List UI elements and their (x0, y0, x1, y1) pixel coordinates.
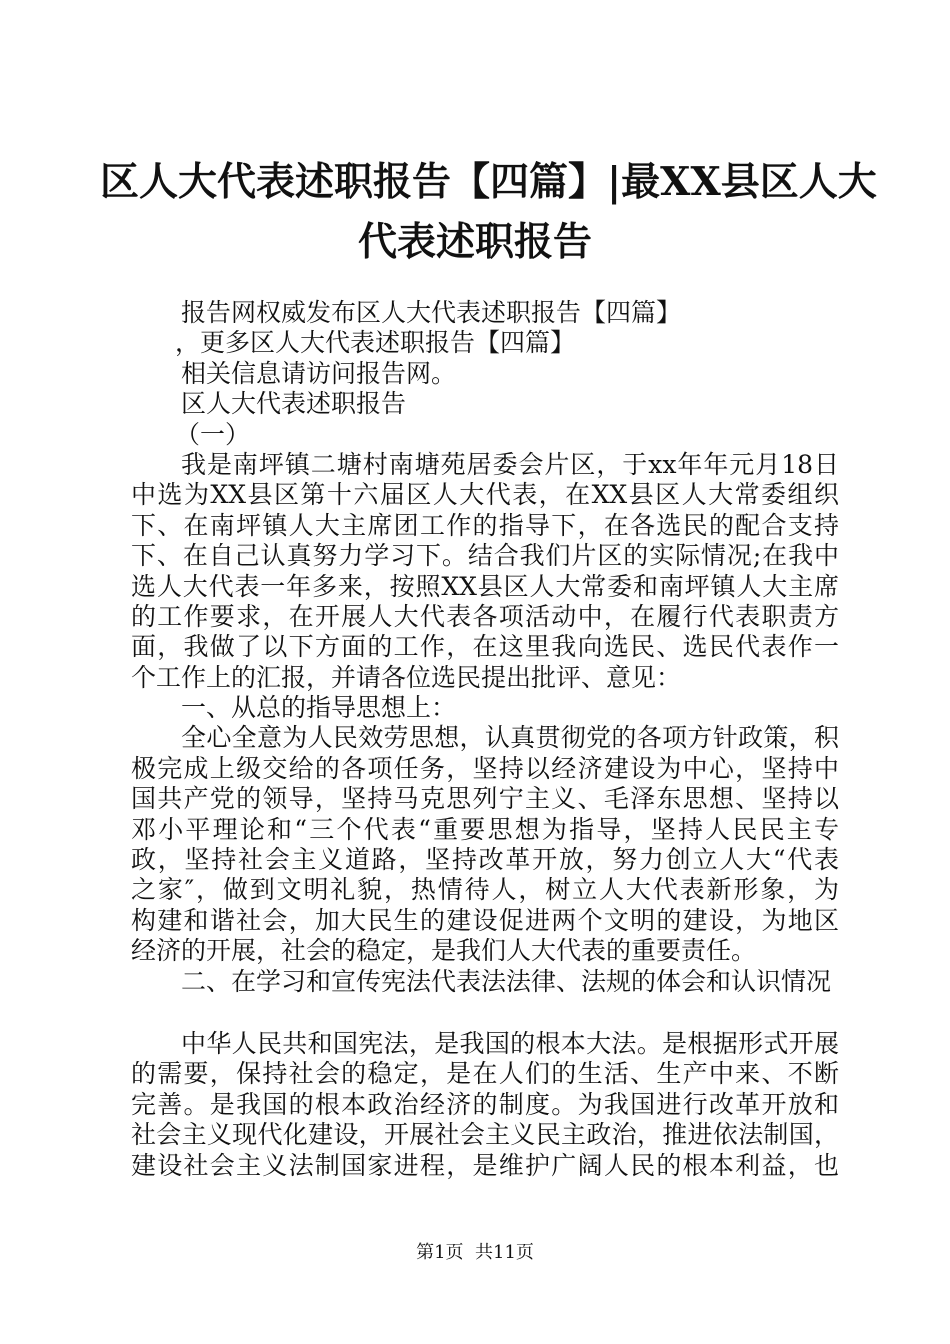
paragraph-line: 构建和谐社会，加大民生的建设促进两个文明的建设，为地区 (131, 905, 839, 935)
document-title-line-1: 区人大代表述职报告【四篇】|最XX县区人大 (100, 159, 877, 205)
paragraph-gap (131, 997, 839, 1029)
document-body (131, 298, 839, 1181)
paragraph-line: 中华人民共和国宪法，是我国的根本大法。是根据形式开展 (181, 1028, 839, 1058)
paragraph-line: 选人大代表一年多来，按照XX县区人大常委和南坪镇人大主席 (131, 571, 839, 601)
section-heading: 二、在学习和宣传宪法代表法法律、法规的体会和认识情况 (181, 966, 832, 996)
paragraph-line: 国共产党的领导，坚持马克思列宁主义、毛泽东思想、坚持以 (131, 784, 839, 814)
paragraph-line: 下、在自己认真努力学习下。结合我们片区的实际情况;在我中 (131, 541, 839, 571)
paragraph-line: 邓小平理论和“三个代表“重要思想为指导，坚持人民民主专 (131, 814, 839, 844)
paragraph-line: 下、在南坪镇人大主席团工作的指导下，在各选民的配合支持 (131, 510, 839, 540)
document-title-line-2: 代表述职报告 (357, 219, 592, 265)
paragraph-line: 我是南坪镇二塘村南塘苑居委会片区，于xx年年元月18日 (181, 449, 839, 479)
paragraph-line: 经济的开展，社会的稳定，是我们人大代表的重要责任。 (131, 936, 757, 966)
section-heading: 一、从总的指导思想上： (181, 693, 457, 723)
section-number: （一） (175, 419, 251, 449)
intro-line: ，更多区人大代表述职报告【四篇】 (175, 328, 576, 358)
paragraph-line: 的工作要求，在开展人大代表各项活动中，在履行代表职责方 (131, 601, 839, 631)
paragraph-line: 全心全意为人民效劳思想，认真贯彻党的各项方针政策，积 (181, 723, 839, 753)
intro-line: 相关信息请访问报告网。 (181, 358, 457, 388)
paragraph-line: 的需要，保持社会的稳定，是在人们的生活、生产中来、不断 (131, 1059, 839, 1089)
intro-line: 报告网权威发布区人大代表述职报告【四篇】 (181, 298, 682, 327)
page-number-footer: 第1页 共11页 (416, 1242, 534, 1263)
section-title: 区人大代表述职报告 (181, 389, 407, 419)
paragraph-line: 政，坚持社会主义道路，坚持改革开放，努力创立人大“代表 (131, 845, 839, 875)
paragraph-line: 之家″，做到文明礼貌，热情待人，树立人大代表新形象，为 (131, 875, 839, 905)
paragraph-line: 面，我做了以下方面的工作，在这里我向选民、选民代表作一 (131, 632, 839, 662)
paragraph-line: 中选为XX县区第十六届区人大代表，在XX县区人大常委组织 (131, 480, 839, 510)
paragraph-line: 社会主义现代化建设，开展社会主义民主政治，推进依法制国， (131, 1120, 839, 1150)
paragraph-line: 个工作上的汇报，并请各位选民提出批评、意见： (131, 662, 682, 692)
paragraph-line: 完善。是我国的根本政治经济的制度。为我国进行改革开放和 (131, 1089, 839, 1119)
paragraph-line: 建设社会主义法制国家进程，是维护广阔人民的根本利益，也 (131, 1150, 839, 1180)
paragraph-line: 极完成上级交给的各项任务，坚持以经济建设为中心，坚持中 (131, 753, 839, 783)
